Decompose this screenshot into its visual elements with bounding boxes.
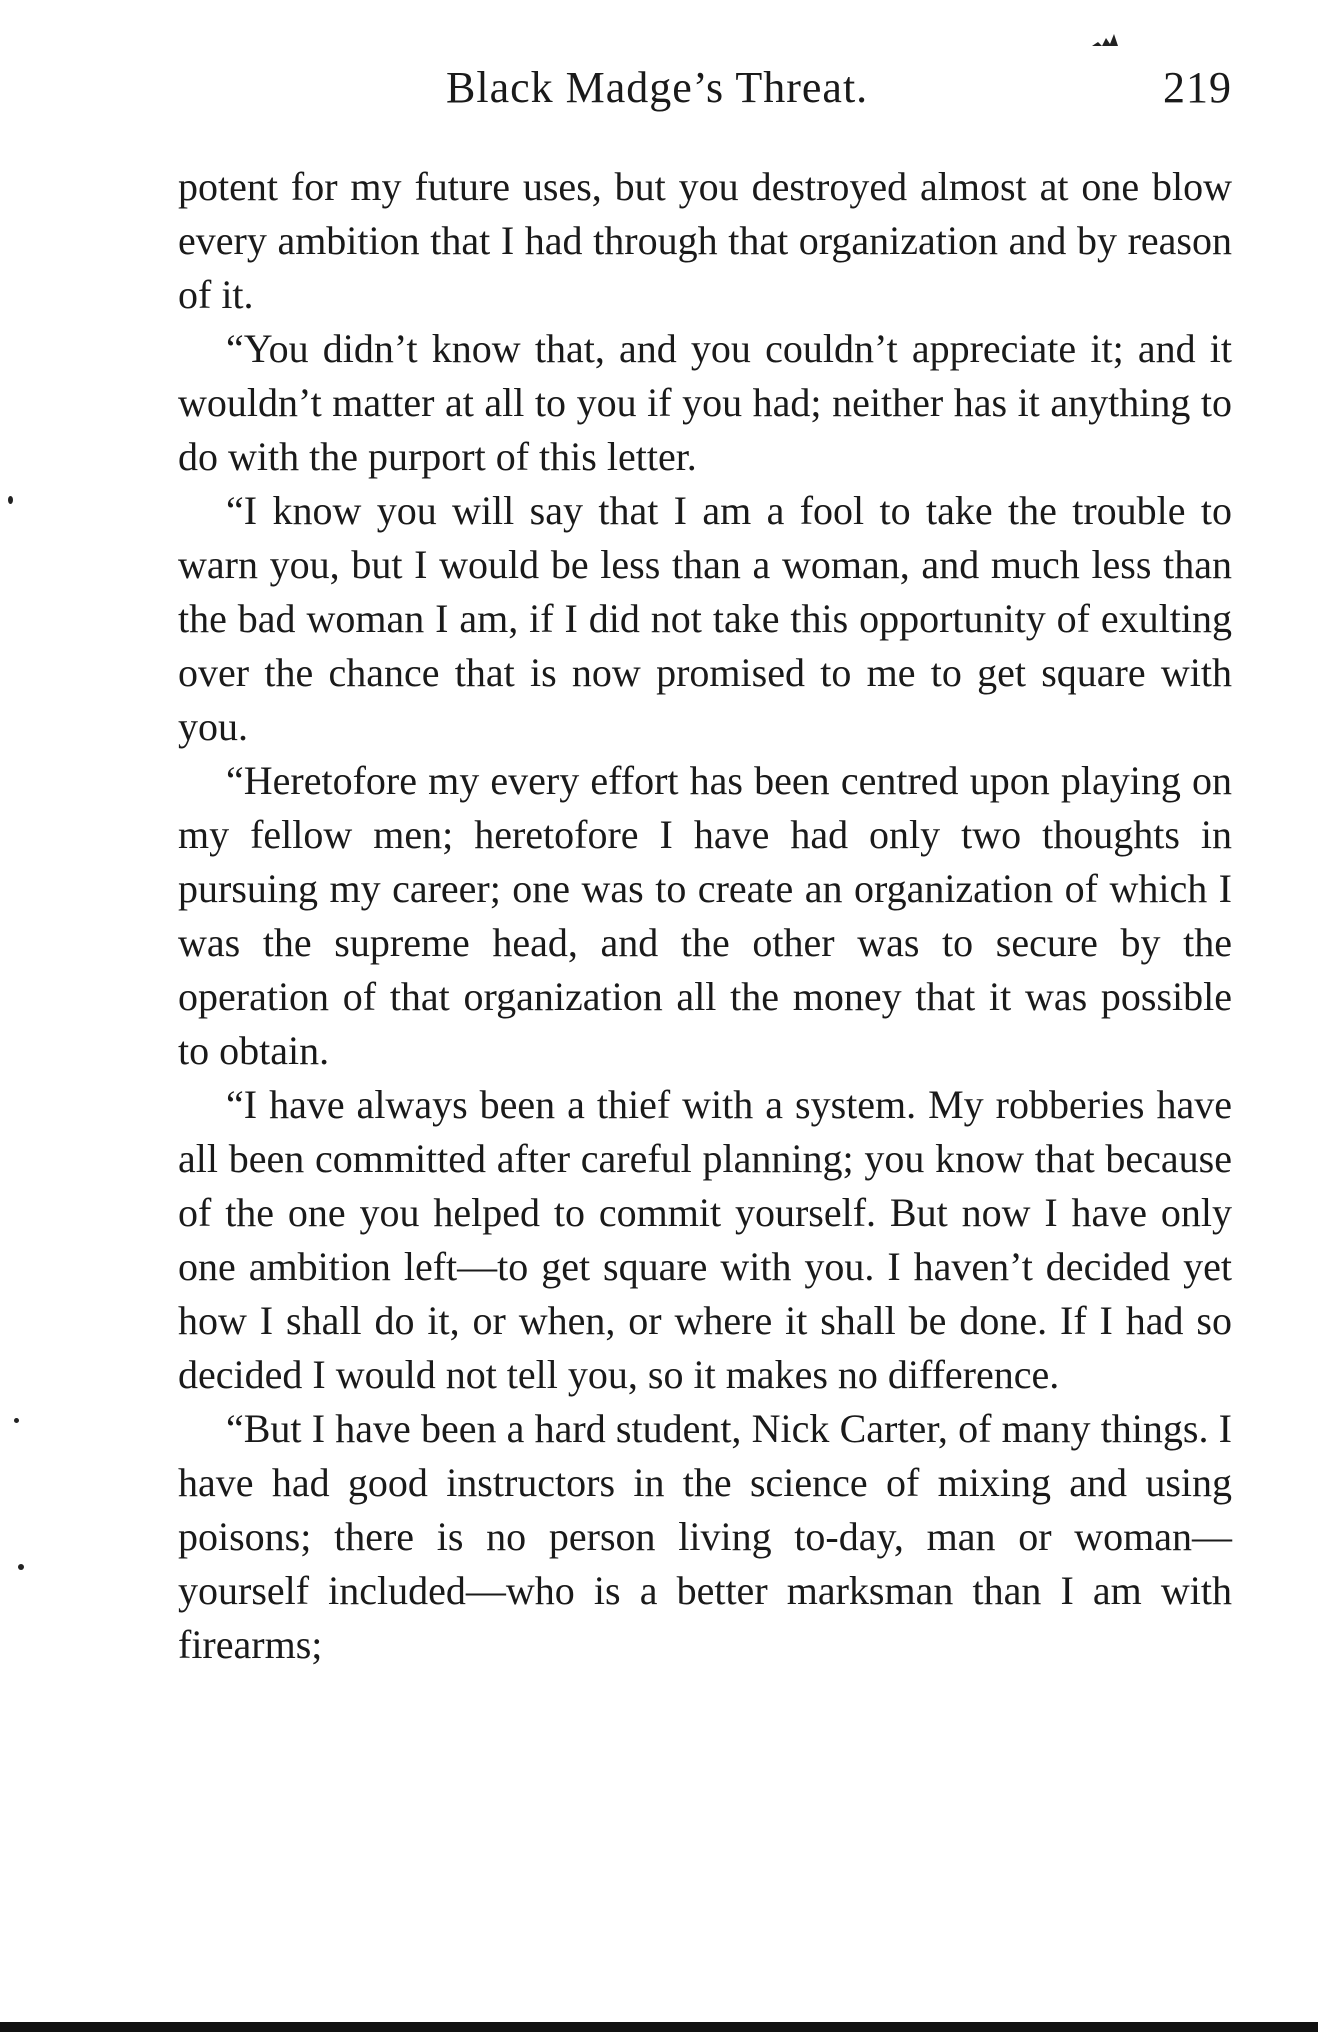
paragraph: “I have always been a thief with a system. My robberies have all been committed after careful planning; you know that because of the one you helped to commit yourself. But now I have only one ambition left—to get square with you. I haven’t decided yet how I shall do it, or when, or where it shall be done. If I had so decided I would not tell you, so it makes no difference. <box>178 1082 1232 1397</box>
page-number: 219 <box>1163 63 1232 112</box>
printer-ornament-icon <box>1090 28 1120 50</box>
paragraph: potent for my future uses, but you destroyed almost at one blow every ambition that I had through that organization and by reason of it. <box>178 164 1232 317</box>
paragraph: “Heretofore my every effort has been centred upon playing on my fellow men; heretofore I have had only two thoughts in pursuing my career; one was to create an organization of which I was the supreme head, and the other was to secure by the operation of that organization all the money that it was possible to obtain. <box>178 758 1232 1073</box>
print-speck <box>8 496 13 504</box>
paragraph: “You didn’t know that, and you couldn’t appreciate it; and it wouldn’t matter at all to you if you had; neither has it anything to do with the purport of this letter. <box>178 326 1232 479</box>
paragraph: “But I have been a hard student, Nick Carter, of many things. I have had good instructors in the science of mixing and using poisons; there is no person living to-day, man or woman—yourself included—who is a better marksman than I am with firearms; <box>178 1406 1232 1667</box>
paragraph: “I know you will say that I am a fool to take the trouble to warn you, but I would be less than a woman, and much less than the bad woman I am, if I did not take this opportunity of exulting over the chance that is now promised to me to get square with you. <box>178 488 1232 749</box>
running-header <box>178 62 1232 122</box>
print-speck <box>18 1564 24 1570</box>
running-title: Black Madge’s Threat. <box>446 63 869 112</box>
print-speck <box>14 1418 19 1423</box>
body-text <box>178 160 1232 1672</box>
bottom-rule <box>0 2022 1318 2032</box>
